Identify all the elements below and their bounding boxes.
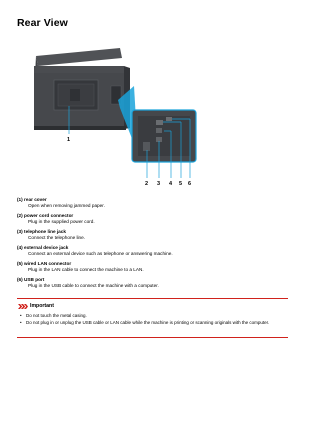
item-desc-rear-cover: Open when removing jammed paper.: [28, 203, 105, 209]
item-term-telephone-line-jack: (3) telephone line jack: [17, 229, 66, 234]
item-term-power-cord-connector: (2) power cord connector: [17, 213, 74, 218]
item-desc-usb-port: Plug in the USB cable to connect the machine with a computer.: [28, 283, 159, 289]
important-bullet-2: Do not plug in or unplug the USB cable or LAN cable while the machine is printing or scanning originals with the computer.: [26, 319, 270, 325]
important-bullet-1: Do not touch the metal casing.: [26, 313, 87, 318]
item-term-wired-lan-connector: (5) wired LAN connector: [17, 261, 72, 266]
item-desc-telephone-line-jack: Connect the telephone line.: [28, 235, 86, 241]
item-desc-external-device-jack: Connect an external device such as telephone or answering machine.: [28, 251, 173, 257]
port-closeup-inset: [132, 110, 196, 162]
list-item: [17, 213, 289, 225]
chevrons-icon: [18, 304, 28, 309]
callout-3: 3: [157, 181, 161, 187]
important-header: [18, 303, 54, 310]
parts-list: [17, 197, 289, 293]
list-item: [17, 229, 289, 241]
item-term-external-device-jack: (4) external device jack: [17, 245, 69, 250]
list-item: [17, 197, 289, 209]
list-item: [17, 245, 289, 257]
bullet-icon: •: [20, 319, 22, 325]
wired-lan-connector-shape: [156, 120, 163, 125]
item-term-usb-port: (6) USB port: [17, 277, 45, 282]
usb-port-shape: [166, 117, 172, 121]
list-item: [20, 320, 286, 327]
callout-4: 4: [169, 181, 173, 187]
important-notice: [17, 298, 288, 338]
external-device-jack-shape: [156, 128, 162, 133]
printer-rear-illustration: [14, 42, 202, 194]
list-item: [20, 313, 286, 320]
item-desc-wired-lan-connector: Plug in the LAN cable to connect the machine to a LAN.: [28, 267, 144, 273]
list-item: [17, 277, 289, 289]
item-desc-power-cord-connector: Plug in the supplied power cord.: [28, 219, 95, 225]
power-cord-connector-shape: [143, 142, 150, 151]
callout-2: 2: [145, 181, 149, 187]
item-term-rear-cover: (1) rear cover: [17, 197, 47, 202]
rear-cover: [54, 80, 98, 110]
page-title: Rear View: [17, 17, 68, 29]
callout-5: 5: [179, 181, 183, 187]
bullet-icon: •: [20, 313, 22, 318]
list-item: [17, 261, 289, 273]
important-list: [20, 313, 286, 326]
callout-6: 6: [188, 181, 192, 187]
important-label: Important: [30, 303, 54, 309]
callout-1: 1: [67, 137, 71, 143]
